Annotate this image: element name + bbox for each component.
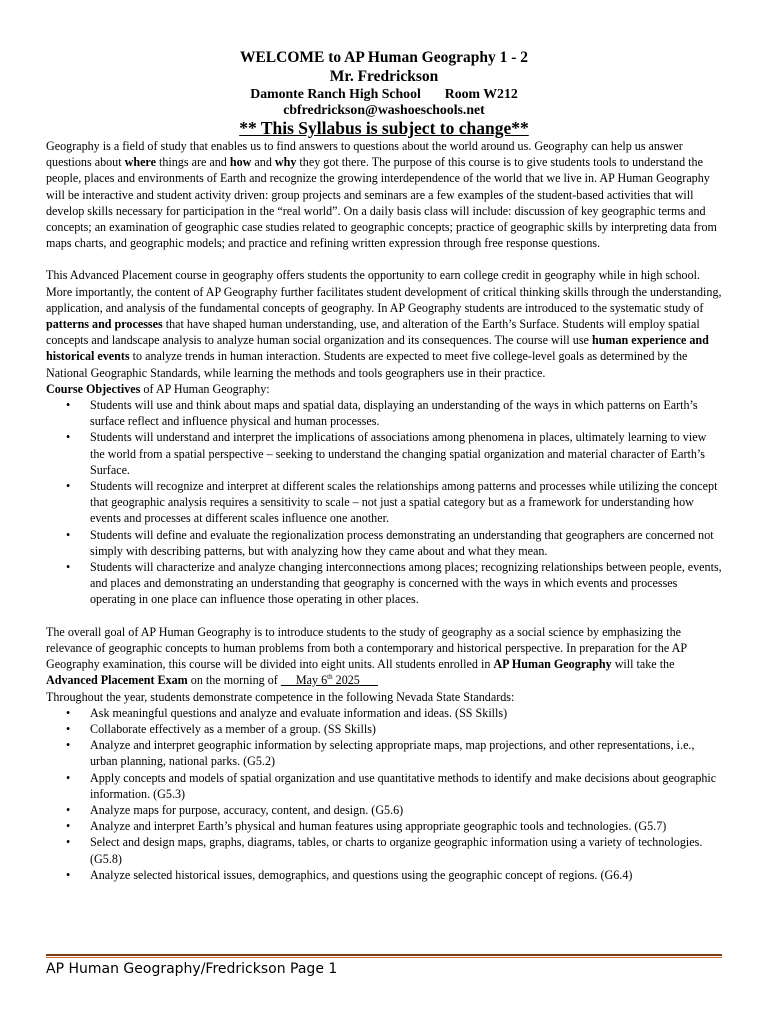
school-room bbox=[46, 86, 722, 102]
room-number: Room W212 bbox=[444, 86, 518, 101]
standards-intro: Throughout the year, students demonstrate competence in the following Nevada State Standards: bbox=[46, 689, 515, 704]
list-item: • Analyze and interpret geographic information by selecting appropriate maps, map projections, and other representations, i.e., urban planning, national parks. (G5.2) bbox=[66, 738, 695, 769]
intro-paragraph: Geography is a field of study that enables us to find answers to questions about the world around us. Geography can help us answer questions about where things are and how and why they got there. The purpose of this course is to give students tools to understand the people, places and environments of Earth and recognize the growing interdependence of the world that we live in. AP Human Geography will be interactive and student activity driven: group projects and seminars are a few examples of the student-based activities that will develop skills necessary for participation in the “real world”. On a daily basis class will include: discussion of key geographic terms and concepts; an examination of geographic case studies related to geographic concepts; practice of geographic skills by interpreting data from maps charts, and geographic models; and practice and refining written expression through free response questions. bbox=[46, 139, 717, 251]
list-item: • Collaborate effectively as a member of a group. (SS Skills) bbox=[66, 721, 376, 736]
syllabus-page bbox=[46, 48, 722, 883]
list-item: • Analyze maps for purpose, accuracy, content, and design. (G5.6) bbox=[66, 802, 404, 817]
list-item: • Apply concepts and models of spatial organization and use quantitative methods to identify and make decisions about geographic information. (G5.3) bbox=[66, 770, 717, 801]
syllabus-notice: ** This Syllabus is subject to change** bbox=[239, 118, 529, 138]
list-item: • Analyze and interpret Earth’s physical and human features using appropriate geographic tools and technologies. (G5.7) bbox=[66, 819, 667, 834]
list-item: • Ask meaningful questions and analyze and evaluate information and ideas. (SS Skills) bbox=[66, 705, 508, 720]
exam-date: May 6th 2025 bbox=[295, 673, 360, 688]
objectives-list bbox=[46, 397, 722, 608]
list-item: • Students will characterize and analyze changing interconnections among places; recognizing relationships between people, events, and places and demonstrating an understanding that geography is concerned with the ways in which events and processes operating in one place can influence those operating in other places. bbox=[66, 560, 722, 607]
standards-list bbox=[46, 705, 722, 883]
list-item: • Students will use and think about maps and spatial data, displaying an understanding of the ways in which patterns on Earth’s surface reflect and influence physical and human processes. bbox=[66, 398, 698, 429]
list-item: • Select and design maps, graphs, diagrams, tables, or charts to organize geographic information using a variety of technologies. (G5.8) bbox=[66, 835, 703, 866]
goal-paragraph: The overall goal of AP Human Geography is to introduce students to the study of geography as a social science by emphasizing the relevance of geographic concepts to human problems from both a contemporary and historical perspective. In preparation for the AP Geography examination, this course will be divided into eight units. All students enrolled in AP Human Geography will take the Advanced Placement Exam on the morning of May 6th 2025 bbox=[46, 624, 687, 688]
objectives-heading: Course Objectives of AP Human Geography: bbox=[46, 381, 270, 396]
course-paragraph: This Advanced Placement course in geography offers students the opportunity to earn college credit in geography while in high school. More importantly, the content of AP Geography further facilitates student development of critical thinking skills through the understanding, application, and analysis of the fundamental concepts of geography. In AP Geography students are introduced to the systematic study of patterns and processes that have shaped human understanding, use, and alteration of the Earth’s Surface. Students will employ spatial concepts and landscape analysis to analyze human social organization and its consequences. The course will use human experience and historical events to analyze trends in human interaction. Students are expected to meet five college-level goals as determined by the National Geographic Standards, while learning the methods and tools geographers use in their practice. bbox=[46, 268, 722, 380]
school-name: Damonte Ranch High School bbox=[250, 86, 421, 101]
list-item: • Students will recognize and interpret at different scales the relationships among patterns and processes while utilizing the concept that geographic analysis requires a sensitivity to scale – not just a spatial category but as a framework for understanding how events and processes at different scales influence one another. bbox=[66, 479, 718, 526]
list-item: • Analyze selected historical issues, demographics, and questions using the geographic concept of regions. (G6.4) bbox=[66, 867, 633, 882]
list-item: • Students will define and evaluate the regionalization process demonstrating an understanding that geographers are concerned not simply with describing patterns, but with analyzing how they came about and what they mean. bbox=[66, 527, 714, 558]
footer-rule bbox=[46, 954, 722, 956]
teacher-name: Mr. Fredrickson bbox=[329, 68, 439, 85]
list-item: • Students will understand and interpret the implications of associations among phenomena in places, ultimately learning to view the world from a spatial perspective – seeking to understand the changing spatial organization and material character of Earth’s Surface. bbox=[66, 430, 707, 477]
page-title: WELCOME to AP Human Geography 1 - 2 bbox=[239, 49, 529, 66]
teacher-email: cbfredrickson@washoeschools.net bbox=[283, 102, 485, 117]
footer-rule-accent bbox=[46, 957, 722, 958]
page-footer: AP Human Geography/Fredrickson Page 1 bbox=[46, 961, 338, 977]
